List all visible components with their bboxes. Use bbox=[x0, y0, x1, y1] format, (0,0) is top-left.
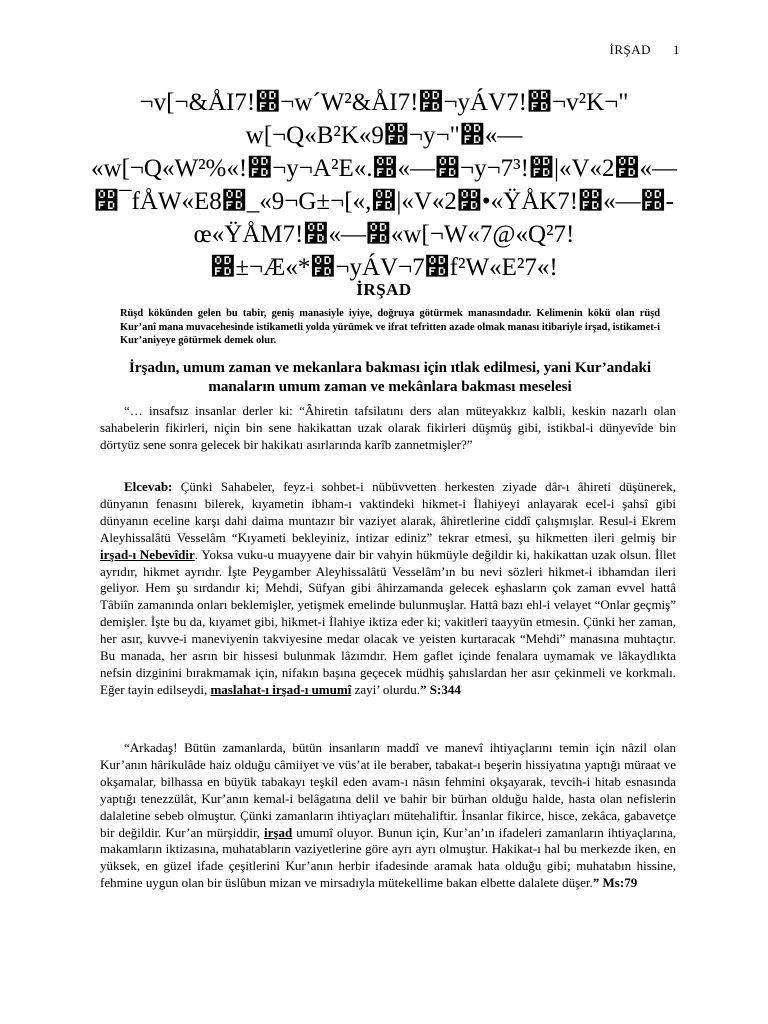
garbled-line: ෽±¬Æ«*෽¬yÁV¬7෽f²W«E²7«! bbox=[210, 254, 558, 281]
document-title: İRŞAD bbox=[356, 280, 412, 299]
paragraph-text bbox=[100, 740, 676, 892]
text-run: umumî oluyor. Bunun için, Kur’an’ın ifadeleri zamanların ihtiyaçlarına, makamların iktizasına, muhatabların vaziyetlerine göre ayrı ayrı olmuştur. Hakikat-ı hal bu merkezde iken, en yüksek, en güzel ifade çeşitlerini Kur’anın herbir ifadesinde aramak hata olduğu gibi; muhatabın hissine, fehmine uygun olan bir üslûbun mizan ve mirsadıyla mütekellime bakan elbette dalalete düşer. bbox=[100, 824, 676, 891]
text-run: zayi’ olurdu. bbox=[351, 681, 421, 697]
garbled-arabic-text bbox=[60, 86, 708, 284]
text-run: Çünki Sahabeler, feyz-i sohbet-i nübüvvetten herkesten ziyade dâr-ı âhireti düşünerek, dünyanın fenasını bilerek, kıyametin ibham-ı vaktindeki hikmet-i İlahiyeyi anlayarak ecel-i şahsî gibi dünyanın eceline karşı dahi daima muntazır bir vaziyet alarak, âhiretlerine ciddî çalışmışlar. Resul-i Ekrem Aleyhissalâtü Vesselâm “Kıyameti bekleyiniz, intizar ediniz” tekrar etmesi, şu hikmetten ileri gelmiş bir bbox=[100, 479, 676, 545]
section-heading: İrşadın, umum zaman ve mekanlara bakması için ıtlak edilmesi, yani Kur’andaki manaların umum zaman ve mekânlara bakması meselesi bbox=[129, 360, 651, 395]
text-run: “Arkadaş! Bütün zamanlarda, bütün insanların maddî ve manevî ihtiyaçlarını temin için nâzil olan Kur’anın hârikulâde haiz olduğu câmiiyet ve vüs’at ile beraber, tabakat-ı beşerin hissiyatına yaptığı müraat ve okşamalar, bilhassa en büyük tabakayı teşkil eden avam-ı nâsın fehmini okşayarak, tevcih-i hitab esnasında yaptığı tenezzülât, Kur’anın kemal-i belâgatına delil ve bahir bir bürhan olduğu halde, hasta olan nefislerin dalaletine sebeb olmuştur. Çünki zamanların ihtiyaçları mütehaliftir. İnsanlar fikirce, hisce, zekâca, gabavetçe bir değildir. Kur’an mürşiddir, bbox=[100, 740, 676, 840]
emphasis-underlined: irşad bbox=[264, 824, 293, 840]
quote-paragraph-1 bbox=[100, 403, 676, 454]
emphasis-underlined: irşad-ı Nebevîdir bbox=[100, 546, 195, 562]
page-number: 1 bbox=[673, 42, 680, 57]
citation: ” Ms:79 bbox=[592, 875, 638, 891]
header-title: İRŞAD bbox=[609, 42, 651, 57]
garbled-line: ෽¯fÅW«E8෽_«9¬G±¬[«,෽|«V«2෽•«ŸÅK7!෽«—෽- bbox=[94, 188, 674, 215]
garbled-line: œ«ŸÅM7!෽«—෽«w[¬W«7@«Q²7! bbox=[193, 221, 575, 248]
running-header bbox=[609, 42, 680, 58]
answer-lead: Elcevab: bbox=[124, 479, 173, 494]
garbled-line: w[¬Q«B²K«9෽¬y¬"෽«— bbox=[245, 122, 523, 149]
quote-paragraph-2 bbox=[100, 740, 676, 892]
paragraph-text bbox=[100, 479, 676, 699]
garbled-line: ¬v[¬&ÅI7!෽¬w´W²&ÅI7!෽¬yÁV7!෽¬v²K¬" bbox=[139, 89, 629, 116]
answer-paragraph bbox=[100, 479, 676, 699]
emphasis-underlined: maslahat-ı irşad-ı umumî bbox=[210, 681, 352, 697]
garbled-line: «w[¬Q«W²%«!෽¬y¬A²E«.෽«—෽¬y¬7³!෽|«V«2෽«— bbox=[90, 155, 678, 182]
citation: ” S:344 bbox=[420, 681, 461, 697]
paragraph-text: “… insafsız insanlar derler ki: “Âhiretin tafsilatını ders alan müteyakkız kalbli, keskin nazarlı olan sahabelerin fikirleri, niçin bin sene hakikattan uzak olarak fikirleri düşmüş gibi, istikbal-i dünyevîde bin dörtyüz sene sonra gelecek bir hakikatı asırlarında karîb zannetmişler?” bbox=[100, 403, 676, 452]
intro-paragraph: Rüşd kökünden gelen bu tabir, geniş manasiyle iyiye, doğruya götürmek manasındadır. Kelimenin kökü olan rüşd Kur’anî mana muvacehesinde istikametli yolda yürümek ve ifrat tefritten azade olmak manası itibariyle irşad, istikamet-i Kur’aniyeye götürmek demek olur. bbox=[120, 308, 660, 346]
text-run: . Yoksa vuku-u muayyene dair bir vahyin hükmüyle değildir ki, hakikattan uzak olsun. İllet ayrıdır, hikmet ayrıdır. İşte Peygamber Aleyhissalâtü Vesselâm’ın bu nevi sözleri hikmet-i ibhamdan ileri geliyor. Hem şu sırdandır ki; Mehdi, Süfyan gibi âhirzamanda gelecek eşhasların çok zaman evvel hattâ Tâbiîn zamanında onları beklemişler, yetişmek emelinde bulunmuşlar. Hattâ bazı ehl-i velayet “Onlar geçmiş” demişler. İşte bu da, kıyamet gibi, hikmet-i İlahiye iktiza eder ki; vakitleri taayyün etmesin. Çünki her zaman, her asır, kuvve-i maneviyenin takviyesine medar olacak ve yeisten kurtaracak “Mehdi” manasına muhtaçtır. Bu manada, her asrın bir hissesi bulunmak lâzımdır. Hem gaflet içinde fenalara uymamak ve lâkaydlıkta nefsin dizginini bırakmamak için, nifakın başına geçecek müdhiş şahıslardan her asır çekinmeli ve korkmalı. Eğer tayin edilseydi, bbox=[100, 546, 676, 697]
